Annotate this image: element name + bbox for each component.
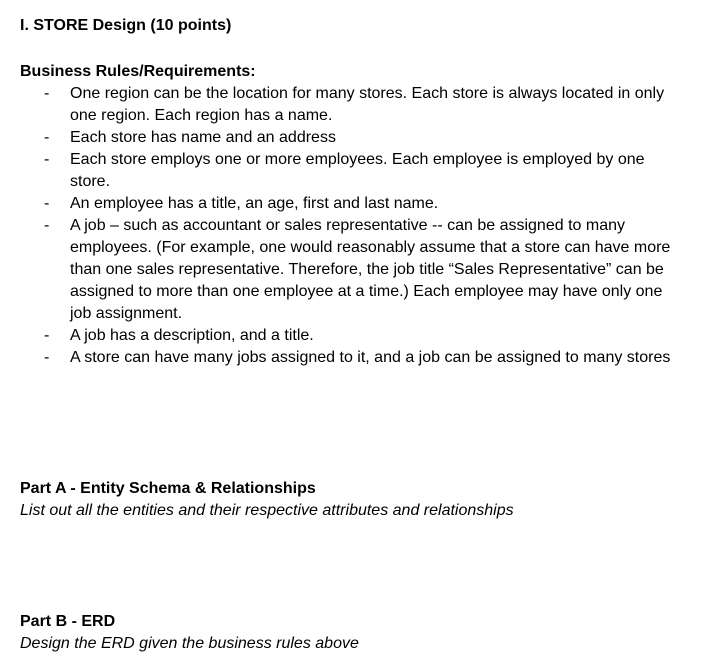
- part-a-instruction: List out all the entities and their respective attributes and relationships: [20, 502, 514, 519]
- rule-text: A job has a description, and a title.: [70, 327, 314, 344]
- part-a-title: Part A - Entity Schema & Relationships: [20, 480, 316, 497]
- bullet-dash: -: [44, 195, 50, 212]
- bullet-dash: -: [44, 85, 50, 102]
- business-rules-heading: Business Rules/Requirements:: [20, 63, 256, 80]
- rule-text: An employee has a title, an age, first and last name.: [70, 195, 439, 212]
- rule-text: Each store employs one or more employees. Each employee is employed by one store.: [70, 151, 645, 190]
- rule-text: Each store has name and an address: [70, 129, 336, 146]
- rule-item: [0, 193, 713, 215]
- rule-item: [0, 149, 713, 193]
- rule-item: [0, 347, 713, 369]
- rule-item: [0, 127, 713, 149]
- rule-item: [0, 325, 713, 347]
- bullet-dash: -: [44, 349, 50, 366]
- rule-item: [0, 83, 713, 127]
- bullet-dash: -: [44, 129, 50, 146]
- part-b-instruction: Design the ERD given the business rules above: [20, 635, 359, 652]
- rule-text: One region can be the location for many stores. Each store is always located in only one region. Each region has a name.: [70, 85, 665, 124]
- part-b-title: Part B - ERD: [20, 613, 116, 630]
- bullet-dash: -: [44, 217, 50, 234]
- rule-item: [0, 215, 713, 325]
- bullet-dash: -: [44, 327, 50, 344]
- business-rules-list: [0, 83, 713, 369]
- rule-text: A job – such as accountant or sales representative -- can be assigned to many employees. (For example, one would reasonably assume that a store can have more than one sales representative. Therefore, the job title “Sales Representative” can be assigned to more than one employee at a time.) Each employee may have only one job assignment.: [70, 217, 671, 322]
- bullet-dash: -: [44, 151, 50, 168]
- section-title: I. STORE Design (10 points): [20, 17, 232, 34]
- rule-text: A store can have many jobs assigned to it, and a job can be assigned to many stores: [70, 349, 671, 366]
